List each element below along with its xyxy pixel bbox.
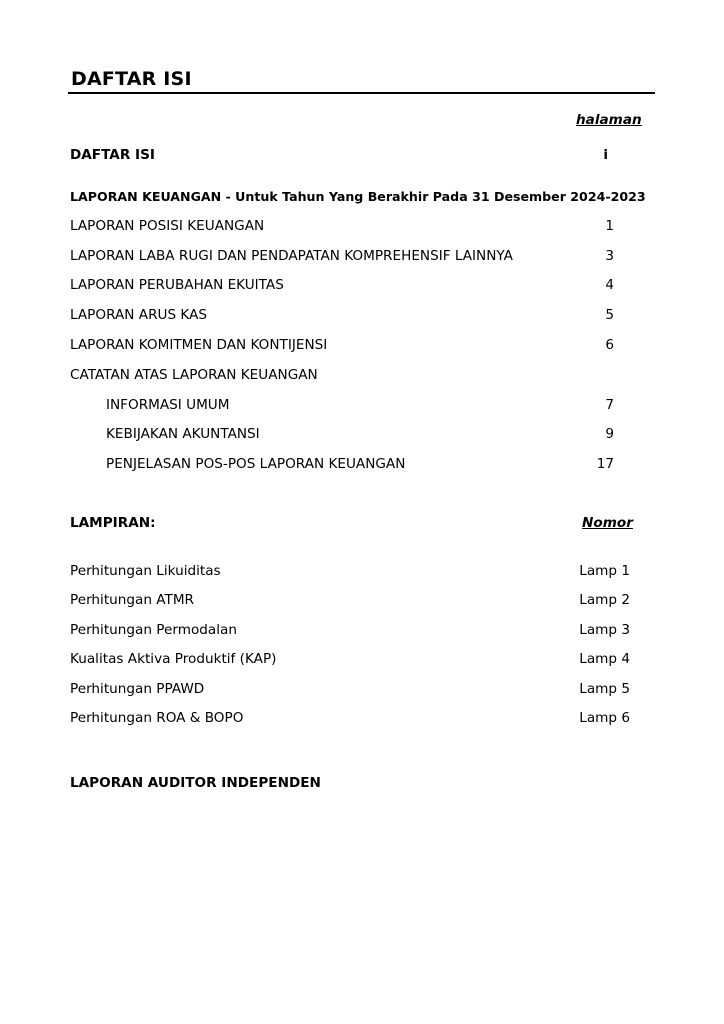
lampiran-row-label: Perhitungan ROA & BOPO bbox=[70, 710, 244, 726]
toc-row-page: 7 bbox=[605, 397, 614, 413]
number-column-header: Nomor bbox=[582, 515, 633, 531]
toc-row-page: 4 bbox=[605, 277, 614, 293]
auditor-report-heading: LAPORAN AUDITOR INDEPENDEN bbox=[70, 775, 321, 791]
toc-row-page: 5 bbox=[605, 307, 614, 323]
lampiran-row-number: Lamp 1 bbox=[579, 563, 630, 579]
toc-row-label: CATATAN ATAS LAPORAN KEUANGAN bbox=[70, 367, 318, 383]
page-title: DAFTAR ISI bbox=[71, 68, 192, 90]
toc-row-label: PENJELASAN POS-POS LAPORAN KEUANGAN bbox=[106, 456, 406, 472]
lampiran-row-number: Lamp 6 bbox=[579, 710, 630, 726]
lampiran-row-label: Perhitungan PPAWD bbox=[70, 681, 205, 697]
toc-row-label: LAPORAN POSISI KEUANGAN bbox=[70, 218, 265, 234]
toc-row-page: 1 bbox=[605, 218, 614, 234]
toc-row-page: i bbox=[603, 147, 608, 163]
toc-row-label: INFORMASI UMUM bbox=[106, 397, 230, 413]
lampiran-row-label: Kualitas Aktiva Produktif (KAP) bbox=[70, 651, 277, 667]
lampiran-row-label: Perhitungan Permodalan bbox=[70, 622, 237, 638]
toc-row-label: LAPORAN LABA RUGI DAN PENDAPATAN KOMPREHENSIF LAINNYA bbox=[70, 248, 513, 264]
lampiran-row-label: Perhitungan ATMR bbox=[70, 592, 194, 608]
lampiran-row-number: Lamp 3 bbox=[579, 622, 630, 638]
lampiran-row-label: Perhitungan Likuiditas bbox=[70, 563, 221, 579]
toc-row-page: 17 bbox=[596, 456, 614, 472]
toc-row-label: LAPORAN PERUBAHAN EKUITAS bbox=[70, 277, 284, 293]
toc-row-label: DAFTAR ISI bbox=[70, 147, 155, 163]
lampiran-row-number: Lamp 4 bbox=[579, 651, 630, 667]
toc-row-label: LAPORAN ARUS KAS bbox=[70, 307, 208, 323]
lampiran-row-number: Lamp 5 bbox=[579, 681, 630, 697]
title-divider bbox=[68, 92, 655, 94]
lampiran-row-number: Lamp 2 bbox=[579, 592, 630, 608]
toc-row-page: 6 bbox=[605, 337, 614, 353]
page-column-header: halaman bbox=[576, 112, 642, 128]
toc-row-label: LAPORAN KOMITMEN DAN KONTIJENSI bbox=[70, 337, 328, 353]
toc-row-page: 3 bbox=[605, 248, 614, 264]
toc-row-label: KEBIJAKAN AKUNTANSI bbox=[106, 426, 260, 442]
toc-row-page: 9 bbox=[605, 426, 614, 442]
financial-statements-heading: LAPORAN KEUANGAN - Untuk Tahun Yang Berakhir Pada 31 Desember 2024-2023 bbox=[70, 189, 646, 204]
lampiran-heading: LAMPIRAN: bbox=[70, 515, 156, 531]
